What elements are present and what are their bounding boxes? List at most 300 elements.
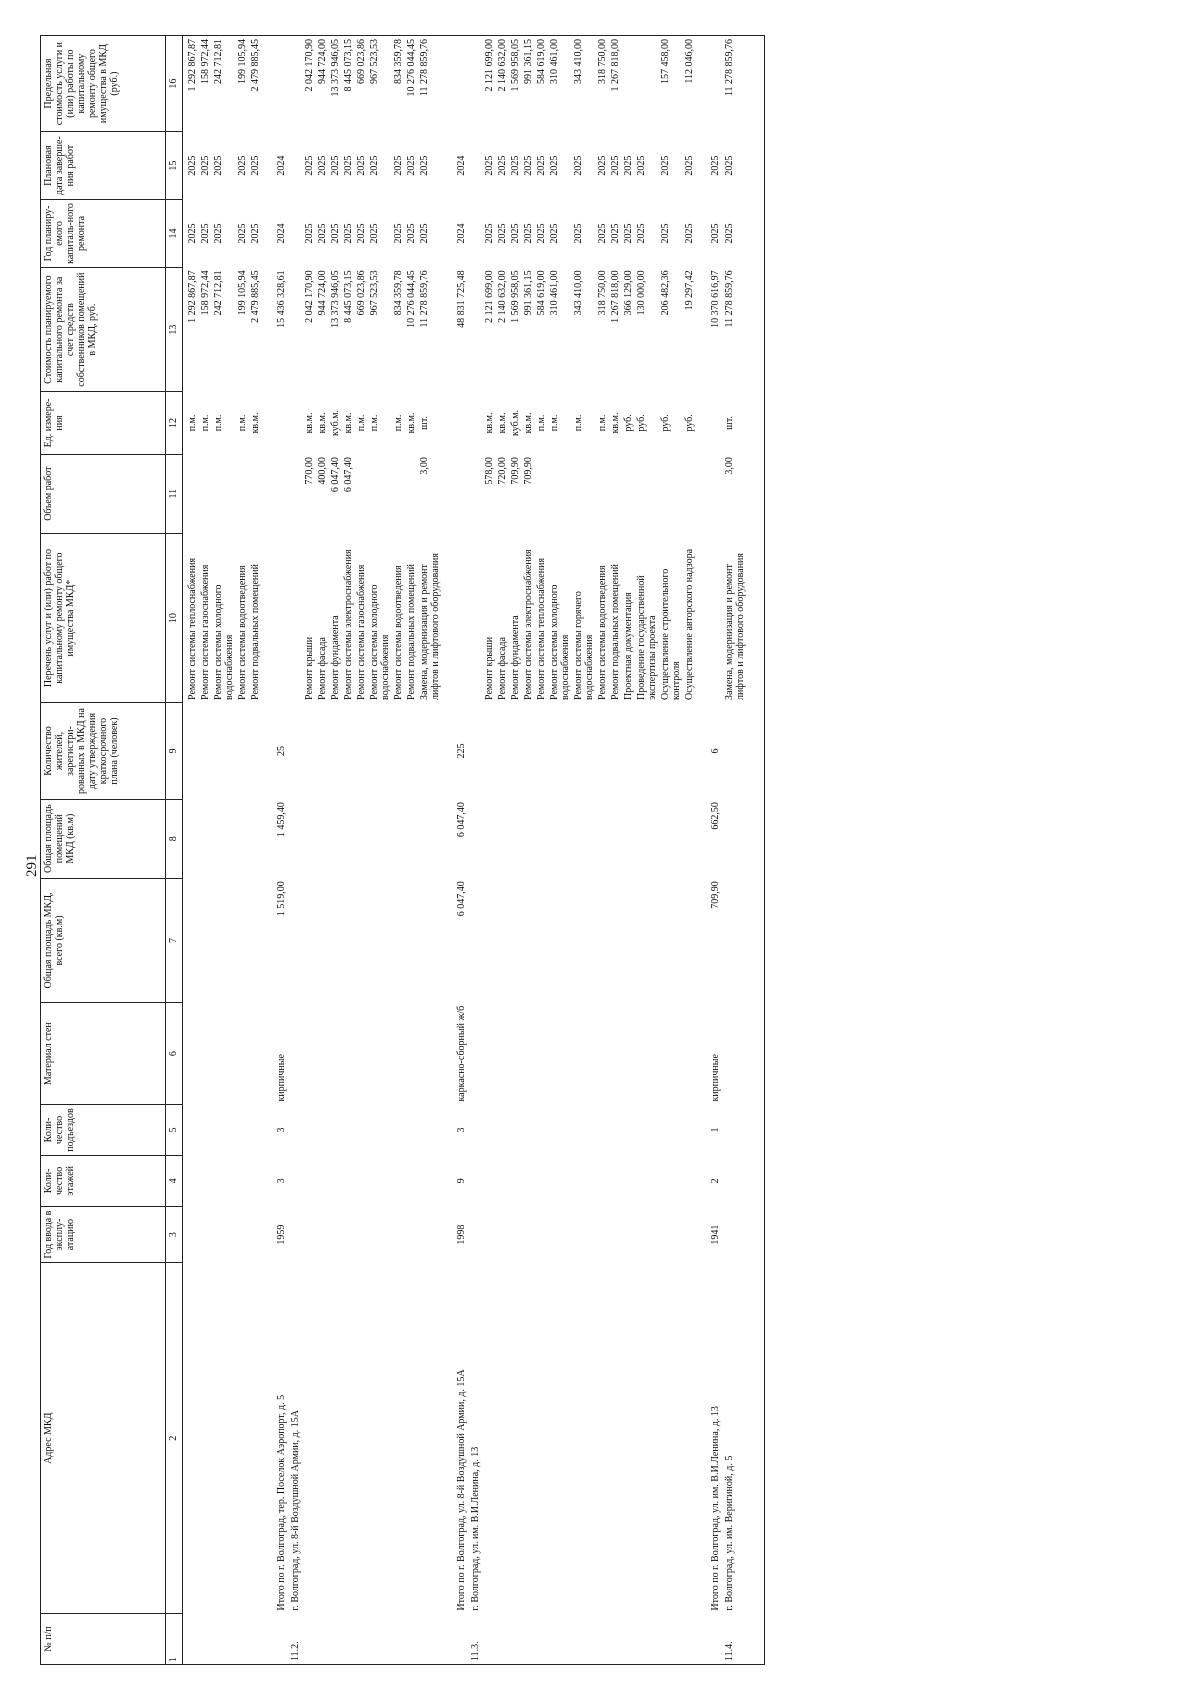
- empty-cell: [183, 1003, 200, 1105]
- empty-cell: [342, 703, 355, 799]
- empty-cell: [249, 703, 262, 799]
- cell-year: 2025: [250, 223, 261, 244]
- empty-cell: [236, 1155, 249, 1206]
- cell-cost: 2 140 632,00: [497, 270, 508, 323]
- cell-unit: кв.м.: [317, 412, 328, 434]
- cell-cost: 158 972,44: [200, 270, 211, 316]
- empty-cell: [572, 1614, 596, 1665]
- empty-cell: [496, 878, 509, 1002]
- cell-work: Ремонт системы водоотведения: [597, 565, 608, 700]
- cell-end-date: 2025: [610, 155, 621, 176]
- empty-cell: [748, 132, 765, 200]
- cell-limit: 1 292 867,87: [183, 36, 200, 132]
- empty-cell: [329, 1105, 342, 1156]
- empty-cell: [509, 703, 522, 799]
- empty-cell: [316, 1155, 329, 1206]
- cell-cost: 944 724,00: [317, 270, 328, 316]
- cell-unit: кв.м.: [523, 412, 534, 434]
- empty-cell: [659, 703, 683, 799]
- cell-limit: 1 569 958,05: [509, 36, 522, 132]
- cell-end-date: 2025: [523, 155, 534, 176]
- cell-limit: 199 105,94: [236, 36, 249, 132]
- cell-address: Итого по г. Волгоград, ул. им. В.И.Ленина, д. 13: [710, 1406, 721, 1611]
- cell-limit: 944 724,00: [316, 36, 329, 132]
- empty-cell: [548, 1206, 572, 1263]
- cell-end-date: 2025: [419, 155, 430, 176]
- cell-num: 11.2.: [288, 1614, 303, 1665]
- column-number-cell: 8: [166, 799, 183, 878]
- empty-cell: [609, 1206, 622, 1263]
- empty-cell: [572, 1263, 596, 1614]
- cell-end-date: 2025: [213, 155, 224, 176]
- header-cell: Ед. измере-ния: [41, 392, 166, 454]
- empty-cell: [622, 1263, 635, 1614]
- empty-cell: [355, 1614, 368, 1665]
- empty-cell: [635, 1003, 659, 1105]
- empty-cell: [635, 1206, 659, 1263]
- cell-year: 2025: [419, 223, 430, 244]
- empty-cell: [355, 1155, 368, 1206]
- empty-cell: [659, 799, 683, 878]
- empty-cell: [683, 1155, 696, 1206]
- empty-cell: [303, 1206, 316, 1263]
- empty-cell: [236, 454, 249, 533]
- empty-cell: [288, 799, 303, 878]
- cell-address: Итого по г. Волгоград, ул. 8-й Воздушной Армии, д. 15А: [456, 1369, 467, 1611]
- empty-cell: [288, 1155, 303, 1206]
- cell-limit: 11 278 859,76: [418, 36, 442, 132]
- cell-work: Ремонт системы холодного водоснабжения: [369, 584, 391, 700]
- cell-work: Ремонт фундамента: [330, 615, 341, 700]
- empty-cell: [468, 878, 483, 1002]
- empty-cell: [468, 703, 483, 799]
- cell-volume: 6 047,40: [343, 457, 354, 493]
- cell-cost: 242 712,81: [213, 270, 224, 316]
- empty-cell: [329, 799, 342, 878]
- cell-unit: п.м.: [187, 414, 198, 432]
- table-row: [392, 36, 405, 1665]
- empty-cell: [183, 1206, 200, 1263]
- empty-cell: [212, 1206, 236, 1263]
- empty-cell: [535, 878, 548, 1002]
- empty-cell: [262, 533, 288, 703]
- table-row: [316, 36, 329, 1665]
- cell-cost: 11 278 859,76: [419, 270, 430, 328]
- cell-work: Ремонт крыши: [304, 636, 315, 700]
- empty-cell: [355, 454, 368, 533]
- cell-residents: 225: [456, 743, 467, 759]
- empty-cell: [468, 267, 483, 391]
- column-number-cell: 10: [166, 533, 183, 703]
- empty-cell: [596, 1614, 609, 1665]
- cell-cost: 206 482,36: [660, 270, 671, 316]
- cell-area-rooms: 1 459,40: [276, 802, 287, 838]
- empty-cell: [183, 1614, 200, 1665]
- cell-volume: 3,00: [724, 457, 735, 475]
- empty-cell: [288, 533, 303, 703]
- empty-cell: [329, 878, 342, 1002]
- empty-cell: [368, 703, 392, 799]
- cell-walls: кирпичные: [710, 1054, 721, 1102]
- cell-limit: 967 523,53: [368, 36, 392, 132]
- empty-cell: [683, 703, 696, 799]
- empty-cell: [622, 454, 635, 533]
- cell-limit: 310 461,00: [548, 36, 572, 132]
- column-number-cell: 3: [166, 1206, 183, 1263]
- empty-cell: [659, 1155, 683, 1206]
- cell-cost: 2 479 885,45: [250, 270, 261, 323]
- empty-cell: [509, 1155, 522, 1206]
- cell-limit: 1 267 818,00: [609, 36, 622, 132]
- cell-floors: 2: [710, 1178, 721, 1184]
- empty-cell: [212, 703, 236, 799]
- table-row: [722, 36, 748, 1665]
- empty-cell: [199, 799, 212, 878]
- cell-unit: куб.м.: [330, 409, 341, 436]
- empty-cell: [418, 1263, 442, 1614]
- empty-cell: [596, 1105, 609, 1156]
- empty-cell: [622, 1003, 635, 1105]
- cell-unit: п.м.: [200, 414, 211, 432]
- empty-cell: [635, 36, 659, 132]
- empty-cell: [696, 454, 722, 533]
- cell-work: Ремонт системы горячего водоснабжения: [573, 591, 595, 700]
- empty-cell: [236, 1614, 249, 1665]
- table-header-row: [41, 36, 166, 1665]
- empty-cell: [405, 703, 418, 799]
- empty-cell: [535, 1263, 548, 1614]
- cell-volume: 709,90: [510, 457, 521, 485]
- empty-cell: [596, 454, 609, 533]
- cell-work: Ремонт подвальных помещений: [250, 564, 261, 700]
- cell-year: 2025: [237, 223, 248, 244]
- empty-cell: [392, 454, 405, 533]
- table-row: [405, 36, 418, 1665]
- empty-cell: [468, 1206, 483, 1263]
- empty-cell: [748, 1105, 765, 1156]
- empty-cell: [522, 1206, 535, 1263]
- empty-cell: [522, 878, 535, 1002]
- empty-cell: [468, 1155, 483, 1206]
- empty-cell: [548, 1105, 572, 1156]
- cell-year: 2025: [200, 223, 211, 244]
- empty-cell: [483, 1105, 496, 1156]
- cell-work: Ремонт системы газоснабжения: [356, 564, 367, 700]
- cell-entrances: 3: [276, 1127, 287, 1133]
- empty-cell: [368, 1206, 392, 1263]
- cell-unit: п.м.: [369, 414, 380, 432]
- empty-cell: [183, 799, 200, 878]
- empty-cell: [572, 703, 596, 799]
- cell-year: 2025: [187, 223, 198, 244]
- header-cell: Объем работ: [41, 454, 166, 533]
- empty-cell: [748, 1263, 765, 1614]
- empty-cell: [183, 1105, 200, 1156]
- empty-cell: [199, 703, 212, 799]
- cell-limit: 2 121 699,00: [483, 36, 496, 132]
- column-number-cell: 9: [166, 703, 183, 799]
- empty-cell: [249, 454, 262, 533]
- cell-end-date: 2025: [660, 155, 671, 176]
- empty-cell: [622, 36, 635, 132]
- empty-cell: [535, 1105, 548, 1156]
- empty-cell: [548, 454, 572, 533]
- cell-work: Ремонт системы водоотведения: [393, 565, 404, 700]
- empty-cell: [748, 267, 765, 391]
- cell-work: Ремонт системы газоснабжения: [200, 564, 211, 700]
- empty-cell: [303, 1614, 316, 1665]
- cell-volume: 770,00: [304, 457, 315, 485]
- cell-work: Ремонт системы водоотведения: [237, 565, 248, 700]
- cell-end-date: 2025: [636, 155, 647, 176]
- empty-cell: [748, 1155, 765, 1206]
- cell-area-total: 709,90: [710, 881, 721, 909]
- empty-cell: [748, 454, 765, 533]
- empty-cell: [748, 799, 765, 878]
- cell-volume: 6 047,40: [330, 457, 341, 493]
- cell-end-date: 2025: [317, 155, 328, 176]
- table-row: [535, 36, 548, 1665]
- cell-work: Ремонт подвальных помещений: [610, 564, 621, 700]
- cell-year: 2025: [213, 223, 224, 244]
- cell-unit: шт.: [724, 416, 735, 430]
- cell-unit: п.м.: [237, 414, 248, 432]
- empty-cell: [659, 1206, 683, 1263]
- empty-cell: [368, 1105, 392, 1156]
- cell-volume: 709,90: [523, 457, 534, 485]
- empty-cell: [249, 1105, 262, 1156]
- empty-cell: [748, 1206, 765, 1263]
- cell-end-date: 2025: [497, 155, 508, 176]
- cell-end-date: 2025: [710, 155, 721, 176]
- empty-cell: [183, 878, 200, 1002]
- empty-cell: [236, 1003, 249, 1105]
- empty-cell: [329, 1263, 342, 1614]
- cell-cost: 366 129,00: [623, 270, 634, 316]
- empty-cell: [368, 1263, 392, 1614]
- empty-cell: [236, 799, 249, 878]
- empty-cell: [683, 1206, 696, 1263]
- empty-cell: [342, 878, 355, 1002]
- empty-cell: [483, 1155, 496, 1206]
- header-cell: Коли-чество подъездов: [41, 1105, 166, 1156]
- header-cell: Количество жителей, зарегистри-рованных в МКД на дату утверждения краткосрочного плана (человек): [41, 703, 166, 799]
- empty-cell: [722, 1105, 748, 1156]
- empty-cell: [405, 454, 418, 533]
- empty-cell: [199, 1105, 212, 1156]
- empty-cell: [609, 1155, 622, 1206]
- cell-work: Ремонт крыши: [484, 636, 495, 700]
- empty-cell: [535, 1003, 548, 1105]
- empty-cell: [659, 878, 683, 1002]
- empty-cell: [249, 1206, 262, 1263]
- cell-cost: 11 278 859,76: [724, 270, 735, 328]
- cell-unit: кв.м.: [406, 412, 417, 434]
- cell-year: 2025: [536, 223, 547, 244]
- empty-cell: [418, 1003, 442, 1105]
- empty-cell: [288, 392, 303, 454]
- empty-cell: [342, 1614, 355, 1665]
- cell-end-date: 2025: [200, 155, 211, 176]
- cell-address: г. Волгоград, ул. им. В.И.Ленина, д. 13: [470, 1446, 481, 1611]
- cell-cost: 1 267 818,00: [610, 270, 621, 323]
- empty-cell: [596, 1206, 609, 1263]
- empty-cell: [405, 1003, 418, 1105]
- empty-cell: [548, 703, 572, 799]
- empty-cell: [303, 1155, 316, 1206]
- table-body: [183, 36, 765, 1665]
- empty-cell: [483, 1003, 496, 1105]
- cell-end-date: 2025: [356, 155, 367, 176]
- capital-repair-table: [40, 35, 765, 1665]
- empty-cell: [405, 1105, 418, 1156]
- empty-cell: [355, 799, 368, 878]
- empty-cell: [392, 1263, 405, 1614]
- empty-cell: [249, 1155, 262, 1206]
- empty-cell: [483, 1263, 496, 1614]
- empty-cell: [183, 1263, 200, 1614]
- empty-cell: [622, 1155, 635, 1206]
- empty-cell: [522, 1003, 535, 1105]
- empty-cell: [418, 1155, 442, 1206]
- empty-cell: [392, 1206, 405, 1263]
- cell-cost: 19 297,42: [684, 270, 695, 311]
- empty-cell: [548, 1003, 572, 1105]
- empty-cell: [509, 1263, 522, 1614]
- empty-cell: [199, 878, 212, 1002]
- cell-unit: куб.м.: [510, 409, 521, 436]
- empty-cell: [368, 878, 392, 1002]
- empty-cell: [212, 1155, 236, 1206]
- cell-work: Ремонт системы электроснабжения: [523, 549, 534, 700]
- table-row: [609, 36, 622, 1665]
- empty-cell: [572, 1155, 596, 1206]
- cell-cost: 991 361,15: [523, 270, 534, 316]
- cell-year: 2025: [484, 223, 495, 244]
- cell-end-date: 2025: [510, 155, 521, 176]
- empty-cell: [303, 1003, 316, 1105]
- empty-cell: [483, 703, 496, 799]
- table-row: [572, 36, 596, 1665]
- empty-cell: [622, 1206, 635, 1263]
- empty-cell: [496, 1155, 509, 1206]
- empty-cell: [548, 1155, 572, 1206]
- cell-end-date: 2024: [456, 155, 467, 176]
- table-row: [496, 36, 509, 1665]
- empty-cell: [635, 1614, 659, 1665]
- empty-cell: [249, 1263, 262, 1614]
- cell-area-total: 1 519,00: [276, 881, 287, 917]
- cell-work: Ремонт системы холодного водоснабжения: [549, 584, 571, 700]
- table-row: [342, 36, 355, 1665]
- empty-cell: [316, 799, 329, 878]
- cell-volume: 400,00: [317, 457, 328, 485]
- empty-cell: [635, 703, 659, 799]
- empty-cell: [249, 799, 262, 878]
- empty-cell: [635, 799, 659, 878]
- table-row: [442, 36, 468, 1665]
- cell-year: 2025: [684, 223, 695, 244]
- cell-year: 2025: [406, 223, 417, 244]
- empty-cell: [316, 1206, 329, 1263]
- table-row: [212, 36, 236, 1665]
- table-row: [522, 36, 535, 1665]
- header-cell: Адрес МКД: [41, 1263, 166, 1614]
- cell-year: 2025: [393, 223, 404, 244]
- empty-cell: [609, 1105, 622, 1156]
- cell-year: 2025: [623, 223, 634, 244]
- empty-cell: [236, 1105, 249, 1156]
- empty-cell: [548, 799, 572, 878]
- empty-cell: [722, 1155, 748, 1206]
- cell-limit: 157 458,00: [659, 36, 683, 132]
- column-number-cell: 15: [166, 132, 183, 200]
- empty-cell: [212, 799, 236, 878]
- empty-cell: [496, 1105, 509, 1156]
- cell-cost: 8 445 073,15: [343, 270, 354, 323]
- empty-cell: [572, 1206, 596, 1263]
- cell-cost: 584 619,00: [536, 270, 547, 316]
- cell-unit: кв.м.: [304, 412, 315, 434]
- empty-cell: [316, 1105, 329, 1156]
- empty-cell: [696, 392, 722, 454]
- cell-limit: 2 479 885,45: [249, 36, 262, 132]
- empty-cell: [355, 703, 368, 799]
- empty-cell: [535, 703, 548, 799]
- empty-cell: [635, 1263, 659, 1614]
- empty-cell: [303, 878, 316, 1002]
- empty-cell: [748, 200, 765, 268]
- cell-work: Замена, модернизация и ремонт лифтов и лифтового оборудования: [419, 552, 441, 700]
- empty-cell: [236, 703, 249, 799]
- empty-cell: [683, 799, 696, 878]
- empty-cell: [329, 1206, 342, 1263]
- empty-cell: [329, 703, 342, 799]
- cell-cost: 343 410,00: [573, 270, 584, 316]
- empty-cell: [199, 1263, 212, 1614]
- empty-cell: [659, 1105, 683, 1156]
- cell-unit: руб.: [660, 414, 671, 432]
- header-cell: Плановая дата заверше-ния работ: [41, 132, 166, 200]
- empty-cell: [199, 1206, 212, 1263]
- empty-cell: [368, 1003, 392, 1105]
- empty-cell: [316, 878, 329, 1002]
- cell-limit: 13 373 946,05: [329, 36, 342, 132]
- column-number-row: [166, 36, 183, 1665]
- empty-cell: [368, 454, 392, 533]
- cell-work: Ремонт подвальных помещений: [406, 564, 417, 700]
- empty-cell: [572, 1105, 596, 1156]
- cell-limit: 584 619,00: [535, 36, 548, 132]
- empty-cell: [622, 1105, 635, 1156]
- empty-cell: [442, 533, 468, 703]
- empty-cell: [683, 1003, 696, 1105]
- cell-unit: п.м.: [213, 414, 224, 432]
- empty-cell: [342, 1003, 355, 1105]
- empty-cell: [442, 1614, 468, 1665]
- cell-cost: 10 370 616,97: [710, 270, 721, 328]
- empty-cell: [355, 1105, 368, 1156]
- empty-cell: [572, 878, 596, 1002]
- cell-unit: кв.м.: [250, 412, 261, 434]
- empty-cell: [342, 1206, 355, 1263]
- cell-end-date: 2025: [237, 155, 248, 176]
- cell-end-date: 2025: [304, 155, 315, 176]
- empty-cell: [418, 703, 442, 799]
- empty-cell: [468, 454, 483, 533]
- column-number-cell: 13: [166, 267, 183, 391]
- empty-cell: [572, 799, 596, 878]
